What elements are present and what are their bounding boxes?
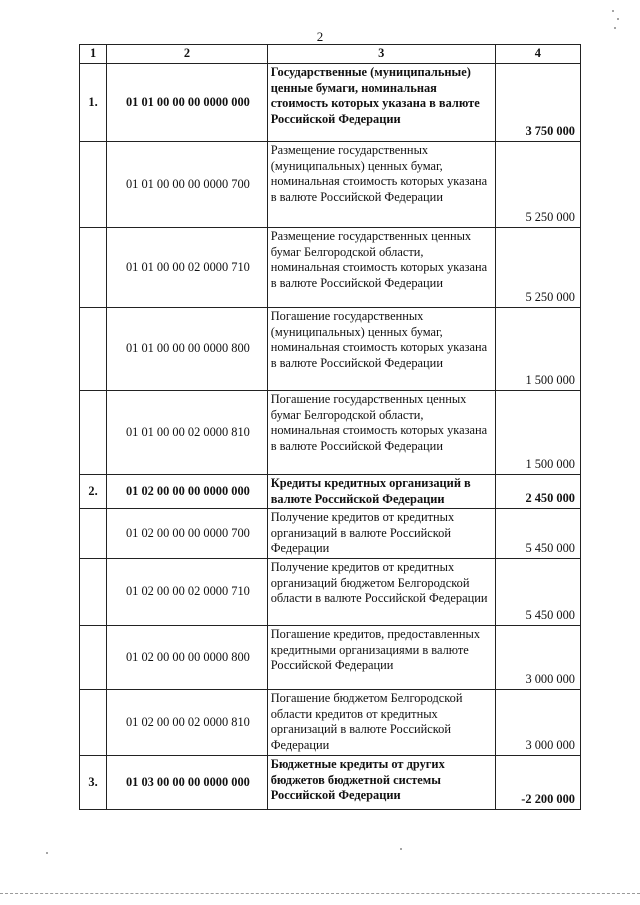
table-row (80, 475, 581, 509)
row-description: Получение кредитов от кредитных организаций бюджетом Белгородской области в валюте Российской Федерации (267, 559, 495, 626)
row-amount: 5 250 000 (495, 142, 580, 228)
budget-code: 01 02 00 00 00 0000 000 (107, 475, 268, 509)
row-amount: 3 000 000 (495, 626, 580, 690)
scan-speck (46, 852, 48, 854)
row-amount: 3 750 000 (495, 64, 580, 142)
budget-code: 01 01 00 00 00 0000 800 (107, 308, 268, 391)
budget-code: 01 02 00 00 00 0000 800 (107, 626, 268, 690)
budget-code: 01 02 00 00 02 0000 810 (107, 690, 268, 756)
row-description: Получение кредитов от кредитных организаций в валюте Российской Федерации (267, 509, 495, 559)
row-amount: -2 200 000 (495, 756, 580, 810)
budget-table (79, 44, 581, 810)
table-row (80, 142, 581, 228)
row-amount: 5 450 000 (495, 509, 580, 559)
table-row (80, 391, 581, 475)
table-row (80, 509, 581, 559)
row-number (80, 690, 107, 756)
row-amount: 5 450 000 (495, 559, 580, 626)
column-header-3: 3 (267, 45, 495, 64)
column-header-2: 2 (107, 45, 268, 64)
table-row (80, 559, 581, 626)
row-description: Погашение государственных (муниципальных) ценных бумаг, номинальная стоимость которых указана в валюте Российской Федерации (267, 308, 495, 391)
row-number (80, 559, 107, 626)
scan-speck (612, 10, 614, 12)
row-number (80, 391, 107, 475)
page-number: 2 (316, 29, 324, 44)
row-number: 3. (80, 756, 107, 810)
budget-code: 01 01 00 00 00 0000 700 (107, 142, 268, 228)
row-description: Размещение государственных (муниципальных) ценных бумаг, номинальная стоимость которых указана в валюте Российской Федерации (267, 142, 495, 228)
table-row (80, 756, 581, 810)
row-number (80, 509, 107, 559)
row-amount: 1 500 000 (495, 391, 580, 475)
table-row (80, 308, 581, 391)
budget-code: 01 02 00 00 02 0000 710 (107, 559, 268, 626)
budget-code: 01 01 00 00 02 0000 710 (107, 228, 268, 308)
budget-code: 01 01 00 00 02 0000 810 (107, 391, 268, 475)
row-description: Кредиты кредитных организаций в валюте Российской Федерации (267, 475, 495, 509)
row-amount: 2 450 000 (495, 475, 580, 509)
row-description: Погашение государственных ценных бумаг Белгородской области, номинальная стоимость которых указана в валюте Российской Федерации (267, 391, 495, 475)
scan-edge-line (0, 893, 640, 895)
column-header-4: 4 (495, 45, 580, 64)
row-description: Государственные (муниципальные) ценные бумаги, номинальная стоимость которых указана в валюте Российской Федерации (267, 64, 495, 142)
row-description: Бюджетные кредиты от других бюджетов бюджетной системы Российской Федерации (267, 756, 495, 810)
row-number (80, 142, 107, 228)
row-number (80, 228, 107, 308)
table-header-row (80, 45, 581, 64)
row-number: 1. (80, 64, 107, 142)
column-header-1: 1 (80, 45, 107, 64)
scan-speck (617, 18, 619, 20)
row-amount: 3 000 000 (495, 690, 580, 756)
table-row (80, 64, 581, 142)
table-row (80, 690, 581, 756)
budget-code: 01 01 00 00 00 0000 000 (107, 64, 268, 142)
row-number (80, 626, 107, 690)
scan-speck (400, 848, 402, 850)
row-description: Погашение кредитов, предоставленных кредитными организациями в валюте Российской Федерации (267, 626, 495, 690)
row-description: Погашение бюджетом Белгородской области кредитов от кредитных организаций в валюте Российской Федерации (267, 690, 495, 756)
table-row (80, 626, 581, 690)
row-amount: 1 500 000 (495, 308, 580, 391)
row-description: Размещение государственных ценных бумаг Белгородской области, номинальная стоимость которых указана в валюте Российской Федерации (267, 228, 495, 308)
scan-speck (614, 27, 616, 29)
budget-code: 01 02 00 00 00 0000 700 (107, 509, 268, 559)
row-amount: 5 250 000 (495, 228, 580, 308)
row-number (80, 308, 107, 391)
row-number: 2. (80, 475, 107, 509)
table-row (80, 228, 581, 308)
budget-code: 01 03 00 00 00 0000 000 (107, 756, 268, 810)
